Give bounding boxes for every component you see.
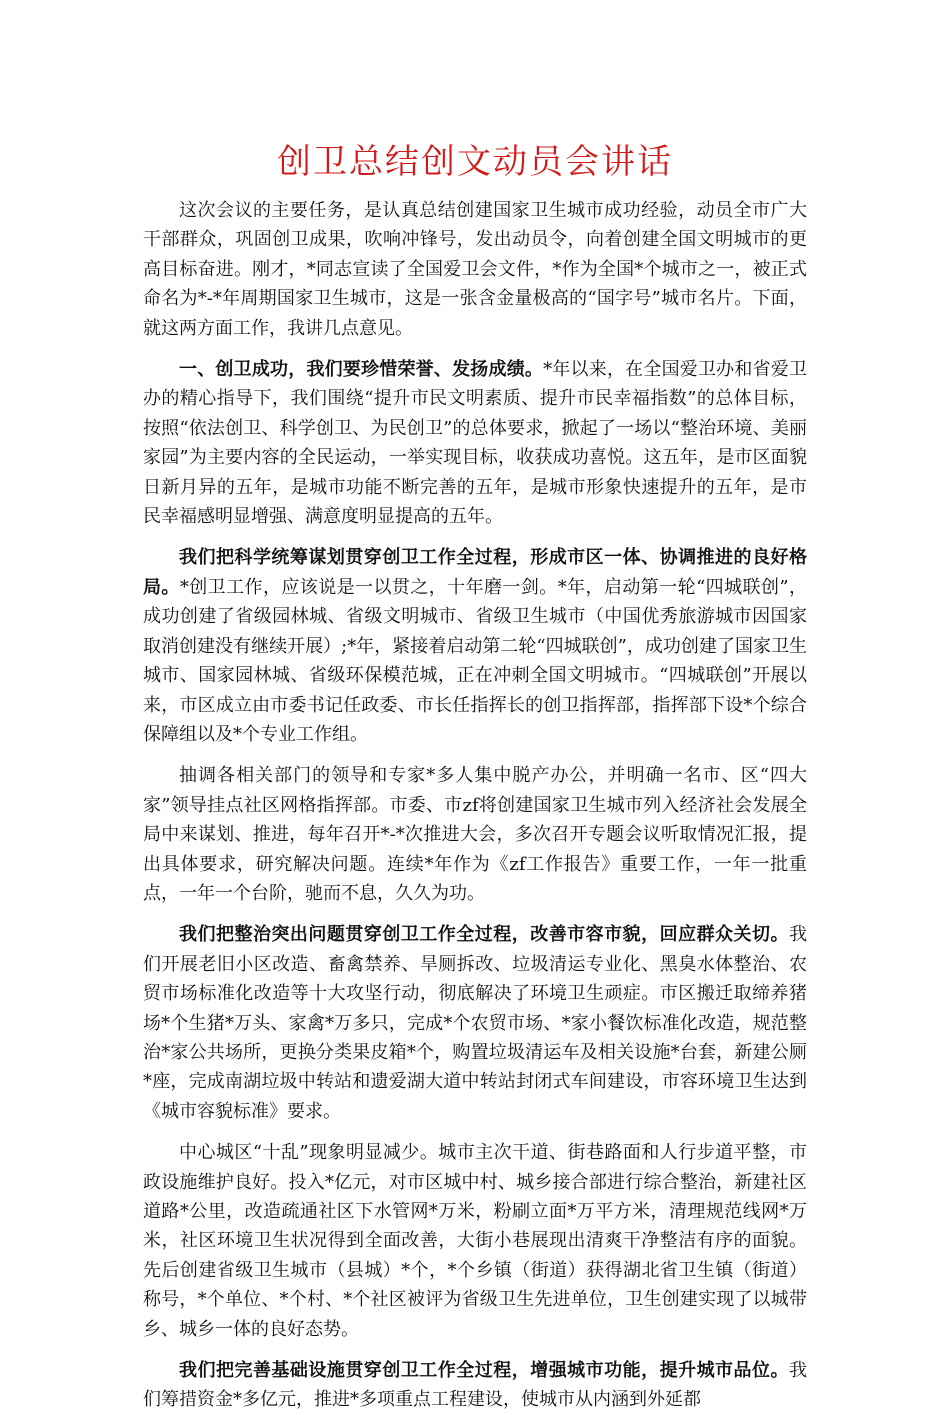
paragraph-text: *创卫工作，应该说是一以贯之，十年磨一剑。*年，启动第一轮“四城联创”，成功创建了省级园林城、省级文明城市、省级卫生城市（中国优秀旅游城市因国家取消创建没有继续开展）;*年，紧接着启动第二轮“四城联创”，成功创建了国家卫生城市、国家园林城、省级环保模范城，正在冲刺全国文明城市。“四城联创”开展以来，市区成立由市委书记任政委、市长任指挥长的创卫指挥部，指挥部下设*个综合保障组以及*个专业工作组。 xyxy=(143,576,807,745)
paragraph-text: 这次会议的主要任务，是认真总结创建国家卫生城市成功经验，动员全市广大干部群众，巩固创卫成果，吹响冲锋号，发出动员令，向着创建全国文明城市的更高目标奋进。刚才，*同志宣读了全国爱卫会文件，*作为全国*个城市之一，被正式命名为*-*年周期国家卫生城市，这是一张含金量极高的“国字号”城市名片。下面，就这两方面工作，我讲几点意见。 xyxy=(143,200,807,339)
paragraph xyxy=(143,1138,807,1344)
paragraph-text: 抽调各相关部门的领导和专家*多人集中脱产办公，并明确一名市、区“四大家”领导挂点社区网格指挥部。市委、市zf将创建国家卫生城市列入经济社会发展全局中来谋划、推进，每年召开*-*次推进大会，多次召开专题会议听取情况汇报，提出具体要求，研究解决问题。连续*年作为《zf工作报告》重要工作，一年一批重点，一年一个台阶，驰而不息，久久为功。 xyxy=(143,765,807,904)
paragraph xyxy=(143,196,807,343)
paragraph xyxy=(143,761,807,908)
paragraph-lead: 我们把科学统筹谋划贯穿创卫工作全过程，形成市区一体、协调推进的良好格局。 xyxy=(143,547,807,598)
paragraph-text: 我们筹措资金*多亿元，推进*多项重点工程建设，使城市从内涵到外延都 xyxy=(143,1360,807,1411)
paragraph-lead: 我们把整治突出问题贯穿创卫工作全过程，改善市容市貌，回应群众关切。 xyxy=(179,924,789,946)
paragraph-text: 我们开展老旧小区改造、畜禽禁养、旱厕拆改、垃圾清运专业化、黑臭水体整治、农贸市场标准化改造等十大攻坚行动，彻底解决了环境卫生顽症。市区搬迁取缔养猪场*个生猪*万头、家禽*万多只，完成*个农贸市场、*家小餐饮标准化改造，规范整治*家公共场所，更换分类果皮箱*个，购置垃圾清运车及相关设施*台套，新建公厕*座，完成南湖垃圾中转站和遗爱湖大道中转站封闭式车间建设，市容环境卫生达到《城市容貌标准》要求。 xyxy=(143,924,807,1122)
document-title: 创卫总结创文动员会讲话 xyxy=(277,142,673,182)
paragraph-lead: 我们把完善基础设施贯穿创卫工作全过程，增强城市功能，提升城市品位。 xyxy=(179,1360,789,1382)
document-body xyxy=(143,196,807,1415)
paragraph-lead: 一、创卫成功，我们要珍惜荣誉、发扬成绩。 xyxy=(179,359,544,381)
paragraph-text: *年以来，在全国爱卫办和省爱卫办的精心指导下，我们围绕“提升市民文明素质、提升市民幸福指数”的总体目标，按照“依法创卫、科学创卫、为民创卫”的总体要求，掀起了一场以“整治环境、美丽家园”为主要内容的全民运动，一举实现目标，收获成功喜悦。这五年，是市区面貌日新月异的五年，是城市功能不断完善的五年，是城市形象快速提升的五年，是市民幸福感明显增强、满意度明显提高的五年。 xyxy=(143,359,808,528)
paragraph xyxy=(143,920,807,1126)
paragraph xyxy=(143,543,807,749)
paragraph xyxy=(143,355,807,531)
paragraph xyxy=(143,1356,807,1415)
paragraph-text: 中心城区“十乱”现象明显减少。城市主次干道、街巷路面和人行步道平整，市政设施维护良好。投入*亿元，对市区城中村、城乡接合部进行综合整治，新建社区道路*公里，改造疏通社区下水管网*万米，粉刷立面*万平方米，清理规范线网*万米，社区环境卫生状况得到全面改善，大街小巷展现出清爽干净整洁有序的面貌。先后创建省级卫生城市（县城）*个，*个乡镇（街道）获得湖北省卫生镇（街道）称号，*个单位、*个村、*个社区被评为省级卫生先进单位，卫生创建实现了以城带乡、城乡一体的良好态势。 xyxy=(143,1142,807,1340)
